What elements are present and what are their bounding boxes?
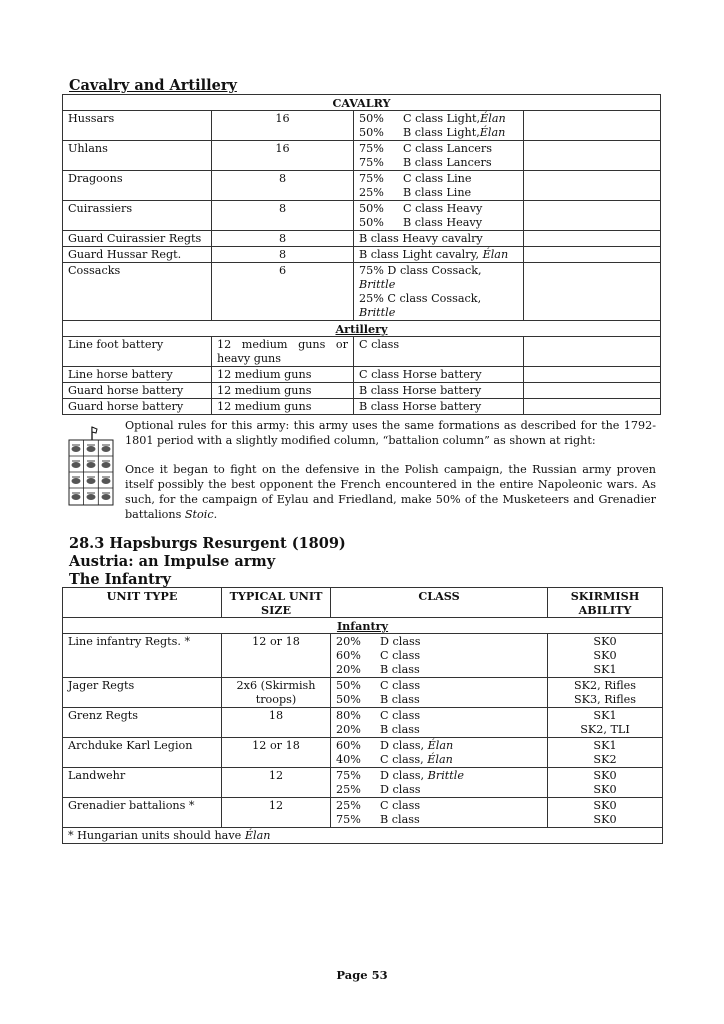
infantry-table: [62, 587, 663, 844]
skirmish-value: SK3, Rifles: [573, 693, 637, 706]
pct: 50%: [359, 126, 384, 139]
table-row: [63, 798, 663, 828]
unit-name: Cuirassiers: [63, 201, 212, 231]
unit-size: 18: [222, 708, 331, 738]
unit-class: [354, 201, 524, 231]
unit-name: Jager Regts: [63, 678, 222, 708]
class-text: D class,: [380, 769, 425, 782]
unit-class: [354, 171, 524, 201]
guns: 12 medium guns or heavy guns: [212, 337, 354, 367]
unit-name: Line foot battery: [63, 337, 212, 367]
table-row: [63, 111, 661, 141]
unit-size: 12: [222, 798, 331, 828]
unit-size: 12 or 18: [222, 634, 331, 678]
pct: 75%: [359, 172, 384, 185]
skirmish-value: SK0: [593, 783, 617, 796]
table-row: [63, 708, 663, 738]
empty-cell: [524, 171, 661, 201]
trait: Élan: [482, 248, 509, 261]
skirmish-ability: [548, 798, 663, 828]
pct: 25%: [336, 799, 361, 812]
unit-size: 2x6 (Skirmish troops): [222, 678, 331, 708]
artillery-header-text: Artillery: [335, 322, 388, 336]
skirmish-value: SK0: [593, 635, 617, 648]
skirmish-value: SK0: [593, 769, 617, 782]
skirmish-value: SK0: [593, 813, 617, 826]
header-unit-type: UNIT TYPE: [63, 588, 222, 618]
unit-class: C class: [354, 337, 524, 367]
pct: 20%: [336, 663, 361, 676]
trait: Élan: [244, 829, 271, 842]
table-row: [63, 399, 661, 415]
trait: Élan: [480, 112, 506, 125]
unit-name: Guard Cuirassier Regts: [63, 231, 212, 247]
unit-size: 12 or 18: [222, 738, 331, 768]
guns: 12 medium guns: [212, 399, 354, 415]
guns: 12 medium guns: [212, 383, 354, 399]
pct: 40%: [336, 753, 361, 766]
unit-size: 16: [212, 111, 354, 141]
footnote: [63, 828, 663, 844]
section-title-infantry: The Infantry: [69, 571, 171, 588]
footnote-text: * Hungarian units should have: [68, 829, 245, 842]
class-text: B class: [380, 813, 420, 826]
unit-size: 8: [212, 171, 354, 201]
class-text: B class Light,: [403, 126, 480, 139]
class-text: B class Light cavalry,: [359, 248, 483, 261]
unit-class: [354, 247, 524, 263]
header-size: [222, 588, 331, 618]
skirmish-ability: [548, 738, 663, 768]
unit-class: [331, 798, 548, 828]
unit-class: [354, 263, 524, 321]
empty-cell: [524, 383, 661, 399]
page-number: Page 53: [336, 968, 388, 982]
class-text: 25% C class Cossack,: [359, 292, 482, 305]
table-row: [63, 141, 661, 171]
trait: Élan: [427, 739, 454, 752]
pct: 50%: [336, 679, 361, 692]
pct: 75%: [359, 142, 384, 155]
class-text: B class Lancers: [403, 156, 492, 169]
empty-cell: [524, 263, 661, 321]
empty-cell: [524, 141, 661, 171]
section-subtitle-austria: Austria: an Impulse army: [69, 553, 276, 570]
pct: 20%: [336, 635, 361, 648]
unit-size: 16: [212, 141, 354, 171]
unit-name: Grenadier battalions *: [63, 798, 222, 828]
cavalry-artillery-table: [62, 94, 661, 415]
artillery-header: [63, 321, 661, 337]
unit-name: Uhlans: [63, 141, 212, 171]
optional-rules-paragraph: Optional rules for this army: this army uses the same formations as described for the 1792-1801 period with a slightly modified column, “battalion column” as shown at right:: [125, 419, 656, 447]
pct: 25%: [336, 783, 361, 796]
pct: 60%: [336, 649, 361, 662]
trait: Élan: [479, 126, 506, 139]
pct: 75%: [359, 156, 384, 169]
table-row: [63, 201, 661, 231]
unit-class: [354, 111, 524, 141]
unit-name: Guard Hussar Regt.: [63, 247, 212, 263]
unit-name: Line horse battery: [63, 367, 212, 383]
unit-size: 8: [212, 231, 354, 247]
skirmish-ability: [548, 634, 663, 678]
pct: 60%: [336, 739, 361, 752]
unit-size: 12: [222, 768, 331, 798]
pct: 50%: [336, 693, 361, 706]
skirmish-ability: [548, 708, 663, 738]
class-text: C class Line: [403, 172, 472, 185]
table-row: [63, 231, 661, 247]
unit-name: Archduke Karl Legion: [63, 738, 222, 768]
table-row: [63, 367, 661, 383]
class-text: B class: [380, 723, 420, 736]
battalion-column-diagram-icon: [68, 424, 114, 508]
class-text: C class Lancers: [403, 142, 492, 155]
skirmish-value: SK2: [593, 753, 617, 766]
trait: Stoic.: [184, 508, 218, 521]
table-row: [63, 171, 661, 201]
empty-cell: [524, 201, 661, 231]
unit-name: Dragoons: [63, 171, 212, 201]
table-row: [63, 634, 663, 678]
class-text: C class Heavy: [403, 202, 483, 215]
cavalry-header-row: [63, 95, 661, 111]
pct: 25%: [359, 186, 384, 199]
footnote-row: [63, 828, 663, 844]
header-skirmish-line2: ABILITY: [578, 603, 632, 617]
class-text: C class: [380, 799, 421, 812]
class-text: C class: [380, 679, 421, 692]
trait: Élan: [427, 753, 453, 766]
table-row: [63, 247, 661, 263]
empty-cell: [524, 247, 661, 263]
infantry-header-text: Infantry: [336, 619, 389, 633]
unit-class: [354, 231, 524, 247]
unit-name: Grenz Regts: [63, 708, 222, 738]
class-text: D class,: [380, 739, 425, 752]
table-row: [63, 263, 661, 321]
class-text: B class: [380, 663, 420, 676]
table-row: [63, 768, 663, 798]
section-title-hapsburgs: 28.3 Hapsburgs Resurgent (1809): [69, 535, 346, 552]
unit-class: [354, 141, 524, 171]
section-title-cavalry-artillery: Cavalry and Artillery: [69, 77, 237, 94]
unit-class: B class Horse battery: [354, 399, 524, 415]
class-text: C class: [380, 649, 421, 662]
battalion-column-diagram: [68, 424, 114, 508]
pct: 50%: [359, 202, 384, 215]
artillery-header-row: [63, 321, 661, 337]
empty-cell: [524, 111, 661, 141]
skirmish-value: SK0: [593, 649, 617, 662]
skirmish-value: SK2, TLI: [580, 723, 630, 736]
header-size-line2: SIZE: [260, 603, 291, 617]
guns: 12 medium guns: [212, 367, 354, 383]
unit-class: B class Horse battery: [354, 383, 524, 399]
header-skirmish: [548, 588, 663, 618]
skirmish-value: SK1: [593, 739, 617, 752]
class-text: B class Heavy cavalry: [359, 232, 483, 245]
class-text: B class Heavy: [403, 216, 483, 229]
cavalry-header: CAVALRY: [63, 95, 661, 111]
unit-class: [331, 634, 548, 678]
infantry-header: [63, 618, 663, 634]
unit-name: Line infantry Regts. *: [63, 634, 222, 678]
class-text: B class: [380, 693, 420, 706]
paragraph-text: Once it began to fight on the defensive in the Polish campaign, the Russian army proven itself possibly the best opponent the French encountered in the entire Napoleonic wars. As such, for the campaign of Eylau and Friedland, make 50% of the Musketeers and Grenadier battalions: [125, 463, 656, 521]
class-text: D class: [380, 783, 421, 796]
pct: 75%: [336, 813, 361, 826]
empty-cell: [524, 399, 661, 415]
pct: 50%: [359, 216, 384, 229]
header-skirmish-line1: SKIRMISH: [570, 589, 640, 603]
header-size-line1: TYPICAL UNIT: [229, 589, 323, 603]
flag-icon: [92, 427, 97, 440]
russian-army-paragraph: [125, 462, 656, 522]
unit-size: 8: [212, 201, 354, 231]
unit-class: [331, 768, 548, 798]
table-row: [63, 383, 661, 399]
empty-cell: [524, 231, 661, 247]
header-class: CLASS: [331, 588, 548, 618]
table-row: [63, 337, 661, 367]
empty-cell: [524, 367, 661, 383]
class-text: C class: [380, 709, 421, 722]
unit-class: [331, 738, 548, 768]
unit-size: 6: [212, 263, 354, 321]
table-row: [63, 678, 663, 708]
empty-cell: [524, 337, 661, 367]
unit-class: [331, 678, 548, 708]
skirmish-value: SK2, Rifles: [573, 679, 637, 692]
unit-name: Guard horse battery: [63, 399, 212, 415]
unit-size: 8: [212, 247, 354, 263]
unit-class: [331, 708, 548, 738]
class-text: D class: [380, 635, 421, 648]
class-text: C class,: [380, 753, 424, 766]
header-row: [63, 588, 663, 618]
unit-name: Guard horse battery: [63, 383, 212, 399]
pct: 20%: [336, 723, 361, 736]
pct: 75%: [336, 769, 361, 782]
unit-name: Cossacks: [63, 263, 212, 321]
unit-name: Landwehr: [63, 768, 222, 798]
skirmish-value: SK0: [593, 799, 617, 812]
trait: Brittle: [359, 278, 396, 291]
infantry-header-row: [63, 618, 663, 634]
skirmish-value: SK1: [593, 663, 617, 676]
class-text: B class Line: [403, 186, 472, 199]
unit-name: Hussars: [63, 111, 212, 141]
class-text: 75% D class Cossack,: [359, 264, 482, 277]
class-text: C class Light,: [403, 112, 481, 125]
skirmish-ability: [548, 678, 663, 708]
skirmish-value: SK1: [593, 709, 617, 722]
trait: Brittle: [359, 306, 396, 319]
unit-class: C class Horse battery: [354, 367, 524, 383]
pct: 80%: [336, 709, 361, 722]
skirmish-ability: [548, 768, 663, 798]
trait: Brittle: [427, 769, 464, 782]
table-row: [63, 738, 663, 768]
pct: 50%: [359, 112, 384, 125]
